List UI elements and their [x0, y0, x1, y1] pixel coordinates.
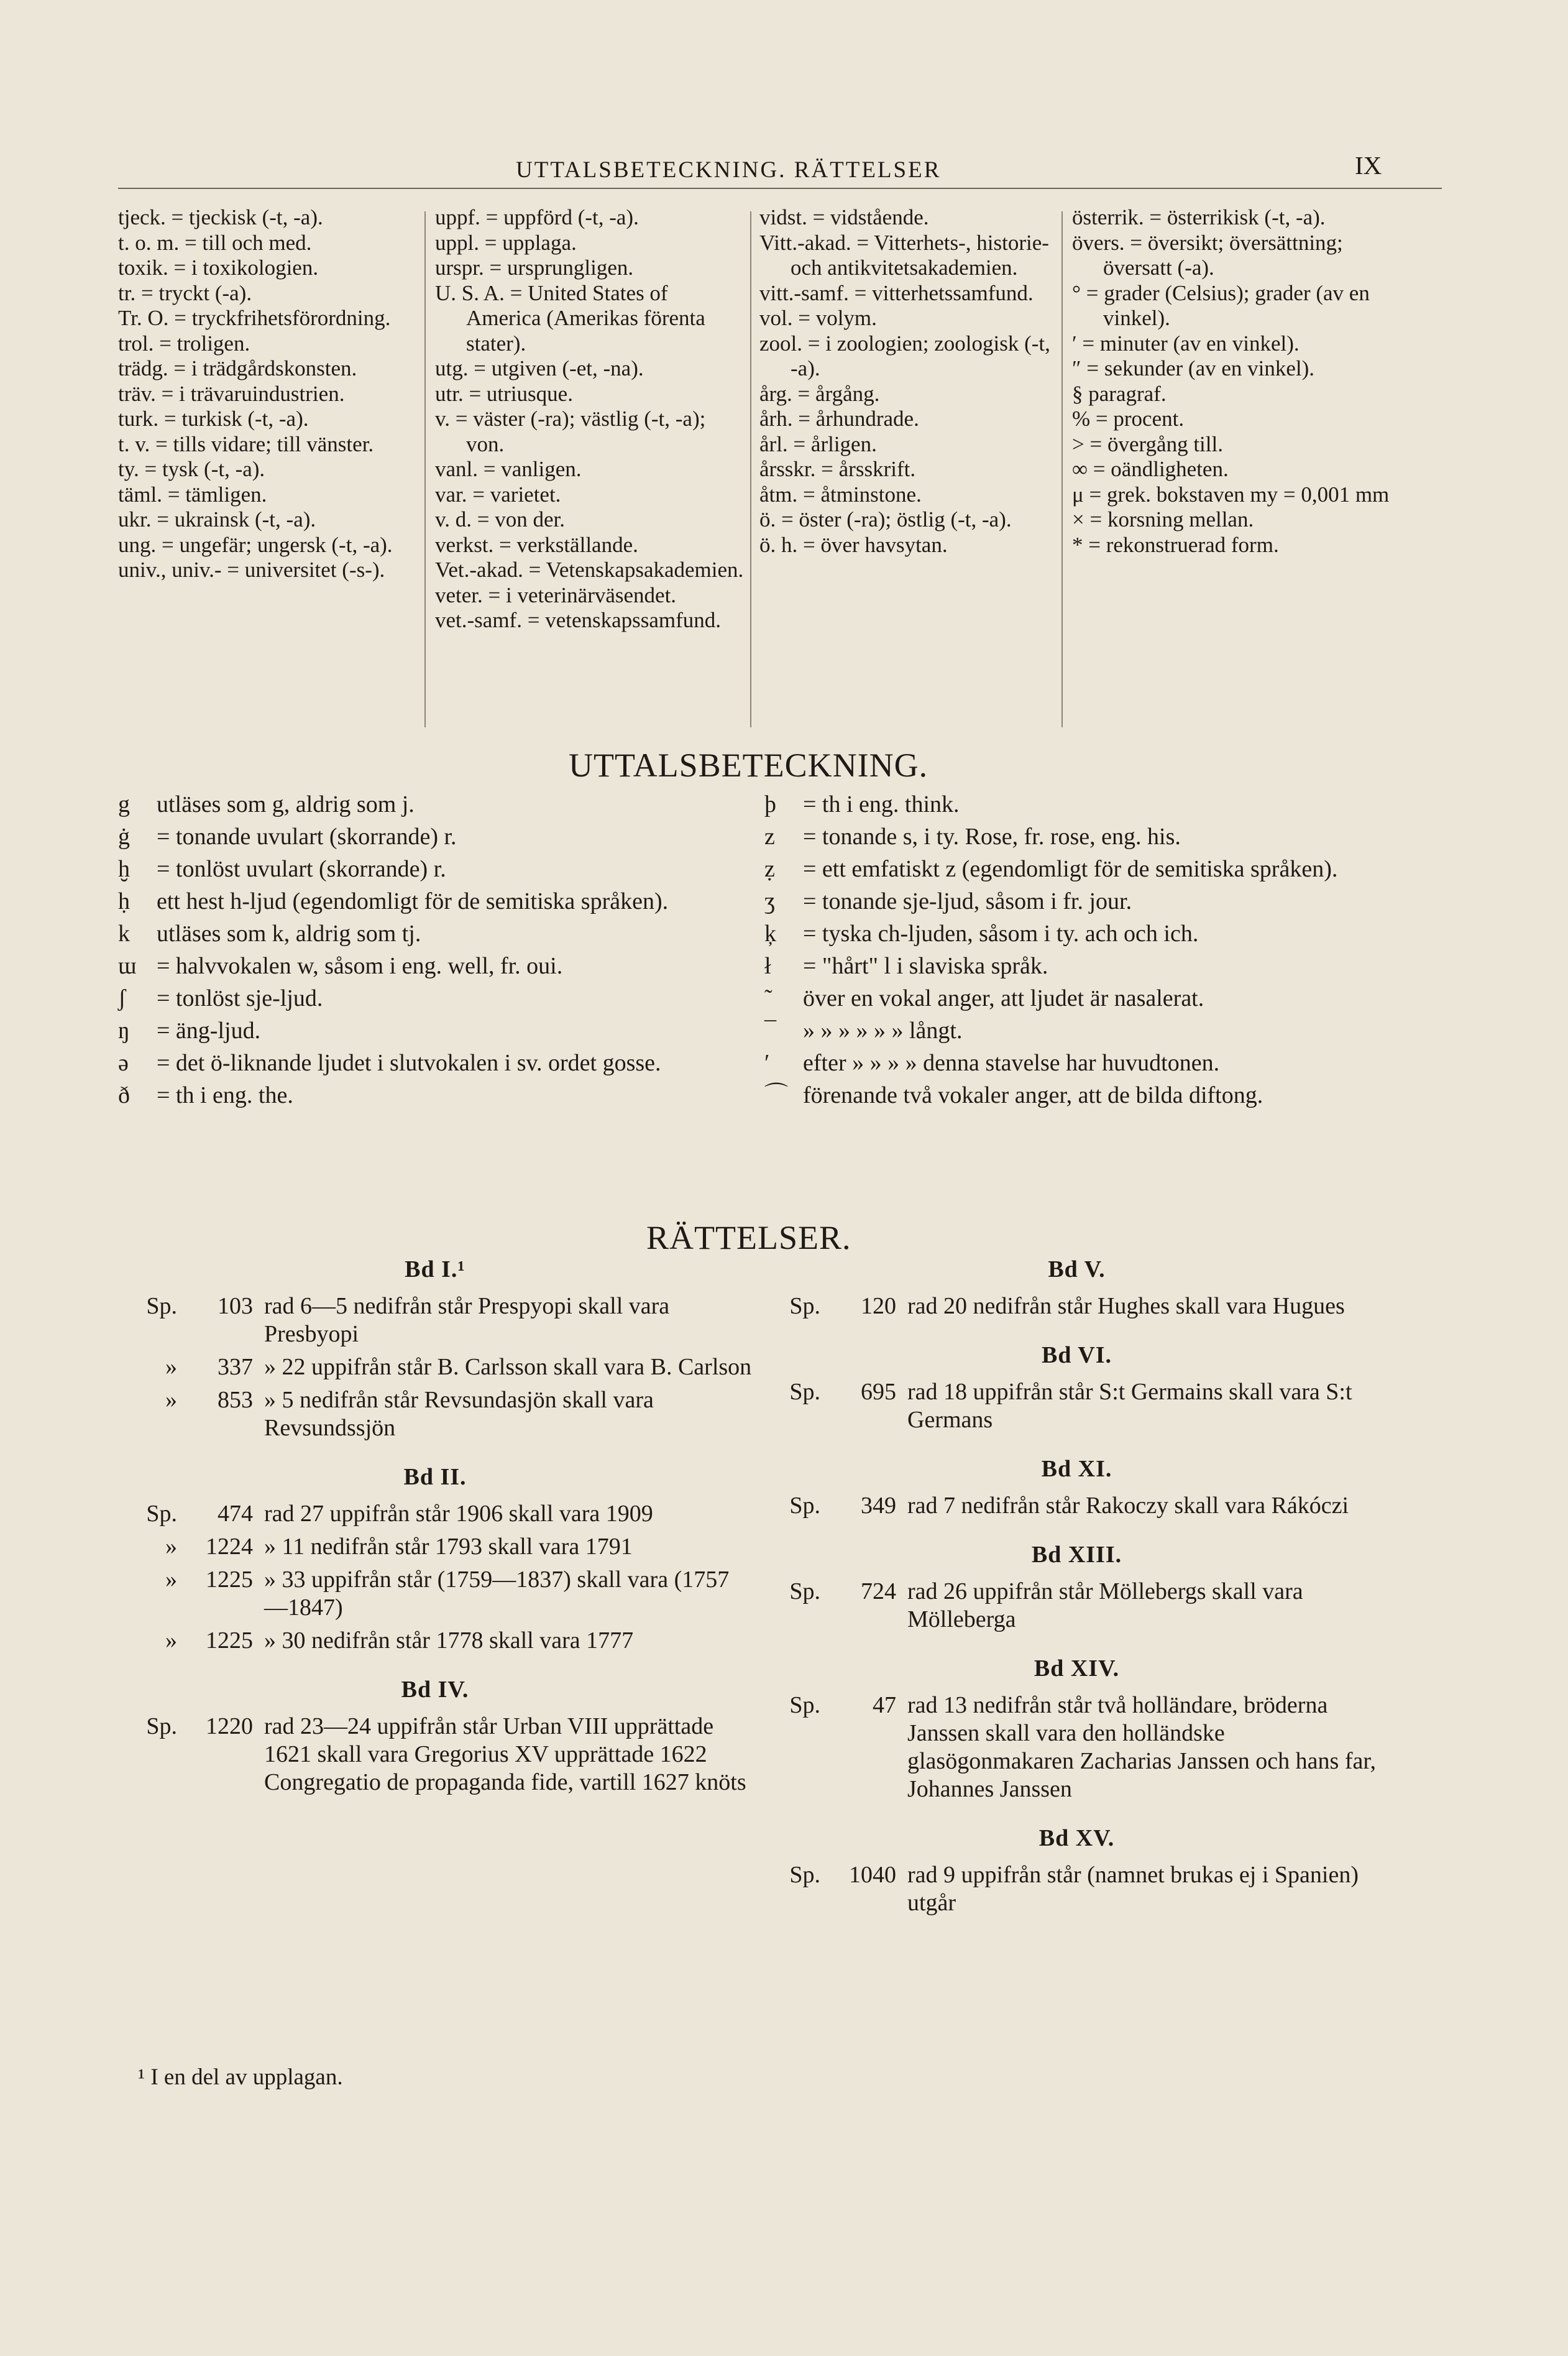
abbreviation-entry: vitt.-samf. = vitterhetssamfund. [759, 280, 1034, 305]
abbreviation-entry: Tr. O. = tryckfrihetsförordning. [118, 306, 391, 330]
abbreviation-entry: årsskr. = årsskrift. [759, 457, 916, 481]
column-divider [1061, 211, 1063, 727]
pronunciation-entry [764, 788, 1392, 821]
abbreviation-entry: täml. = tämligen. [118, 482, 267, 507]
pronunciation-entry [764, 982, 1392, 1015]
errata-entry [118, 1566, 752, 1622]
abbreviation-entry: § paragraf. [1072, 381, 1167, 406]
errata-entry [761, 1578, 1392, 1634]
column-label: » [165, 1567, 177, 1593]
phonetic-symbol: ķ [764, 921, 776, 947]
uttalsbeteckning-heading: UTTALSBETECKNING. [569, 747, 928, 784]
volume-heading: Bd XIV. [1034, 1655, 1120, 1682]
correction-text: » 33 uppifrån står (1759—1837) skall vara (1757—1847) [264, 1567, 730, 1621]
pronunciation-description: = tonande sje-ljud, såsom i fr. jour. [803, 888, 1132, 914]
abbreviation-entry: vidst. = vidstående. [759, 205, 929, 229]
correction-text: rad 6—5 nedifrån står Prespyopi skall vara Presbyopi [264, 1293, 670, 1347]
abbreviation-entry: veter. = i veterinärväsendet. [435, 582, 677, 607]
phonetic-symbol: ẓ [764, 856, 775, 882]
pronunciation-description: = tyska ch-ljuden, såsom i ty. ach och ich. [803, 921, 1199, 947]
column-number: 695 [861, 1379, 896, 1405]
column-number: 474 [218, 1501, 253, 1527]
errata-entry [118, 1713, 752, 1797]
abbreviation-entry: uppl. = upplaga. [435, 230, 577, 255]
phonetic-symbol: ḥ [118, 888, 130, 914]
volume-heading: Bd V. [1048, 1256, 1106, 1282]
phonetic-symbol: þ [764, 791, 776, 817]
abbreviation-entry: ″ = sekunder (av en vinkel). [1072, 356, 1315, 380]
abbreviation-entry: trädg. = i trädgårdskonsten. [118, 356, 357, 380]
errata-entry [761, 1691, 1392, 1803]
pronunciation-description: utläses som k, aldrig som tj. [157, 921, 421, 947]
phonetic-symbol: ð [118, 1082, 130, 1108]
column-divider [424, 211, 426, 727]
errata-left-column [118, 1256, 752, 1802]
phonetic-symbol: ġ [118, 824, 130, 850]
errata-entry [761, 1378, 1392, 1434]
column-label: » [165, 1354, 177, 1380]
abbreviation-column-2 [435, 205, 746, 633]
correction-text: » 30 nedifrån står 1778 skall vara 1777 [264, 1627, 634, 1654]
column-label: Sp. [789, 1379, 820, 1405]
volume-heading: Bd XIII. [1031, 1542, 1122, 1568]
volume-heading: Bd II. [403, 1464, 467, 1490]
column-number: 853 [218, 1387, 253, 1413]
running-header-title: UTTALSBETECKNING. RÄTTELSER [516, 157, 942, 183]
correction-text: rad 23—24 uppifrån står Urban VIII upprättade 1621 skall vara Gregorius XV upprättade 1622 Congregatio de propaganda fide, vartill 1627 knöts [264, 1713, 746, 1795]
abbreviation-entry: vanl. = vanligen. [435, 457, 582, 481]
column-number: 1224 [206, 1534, 253, 1560]
abbreviation-entry: Vitt.-akad. = Vitterhets-, historie- och antikvitetsakademien. [759, 230, 1049, 280]
pronunciation-entry [118, 950, 740, 982]
pronunciation-description: ett hest h-ljud (egendomligt för de semitiska språken). [157, 888, 669, 914]
pronunciation-entry [118, 853, 740, 885]
abbreviation-entry: % = procent. [1072, 407, 1185, 431]
pronunciation-description: = th i eng. the. [157, 1082, 293, 1108]
abbreviation-entry: ∞ = oändligheten. [1072, 457, 1229, 481]
abbreviation-entry: urspr. = ursprungligen. [435, 255, 634, 280]
abbreviation-entry: trol. = troligen. [118, 331, 250, 356]
pronunciation-entry [118, 1079, 740, 1111]
correction-text: rad 9 uppifrån står (namnet brukas ej i Spanien) utgår [907, 1862, 1359, 1916]
phonetic-symbol: ŋ [118, 1018, 130, 1044]
pronunciation-description: = tonande uvulart (skorrande) r. [157, 824, 457, 850]
abbreviation-entry: μ = grek. bokstaven my = 0,001 mm [1072, 482, 1390, 507]
phonetic-symbol: ɯ [118, 953, 137, 979]
pronunciation-description: = "hårt" l i slaviska språk. [803, 953, 1048, 979]
pronunciation-description: över en vokal anger, att ljudet är nasalerat. [803, 985, 1204, 1011]
correction-text: rad 27 uppifrån står 1906 skall vara 1909 [264, 1501, 653, 1527]
phonetic-symbol: ʹ [764, 1050, 770, 1076]
volume-heading: Bd I.¹ [405, 1256, 465, 1282]
phonetic-symbol: ḫ [118, 856, 130, 882]
column-label: Sp. [789, 1578, 820, 1604]
pronunciation-entry [764, 918, 1392, 950]
abbreviation-entry: ö. = öster (-ra); östlig (-t, -a). [759, 507, 1012, 531]
abbreviation-entry: utg. = utgiven (-et, -na). [435, 356, 644, 380]
abbreviation-entry: zool. = i zoologien; zoologisk (-t, -a). [759, 331, 1050, 380]
abbreviation-entry: ö. h. = över havsytan. [759, 532, 948, 557]
abbreviation-entry: t. v. = tills vidare; till vänster. [118, 431, 374, 456]
pronunciation-entry [118, 918, 740, 950]
column-number: 1220 [206, 1713, 253, 1739]
pronunciation-entry [118, 982, 740, 1015]
abbreviation-entry: uppf. = uppförd (-t, -a). [435, 205, 639, 229]
column-divider [750, 211, 751, 727]
abbreviation-entry: årl. = årligen. [759, 431, 877, 456]
pronunciation-entry [118, 1015, 740, 1047]
column-number: 120 [861, 1293, 896, 1319]
phonetic-symbol: ł [764, 953, 771, 979]
abbreviation-entry: > = övergång till. [1072, 431, 1223, 456]
header-rule [118, 188, 1442, 189]
phonetic-symbol: z [764, 824, 775, 850]
column-number: 337 [218, 1354, 253, 1380]
pronunciation-description: förenande två vokaler anger, att de bilda diftong. [803, 1082, 1263, 1108]
column-number: 1225 [206, 1627, 253, 1654]
column-label: Sp. [146, 1293, 177, 1319]
column-label: » [165, 1387, 177, 1413]
correction-text: rad 7 nedifrån står Rakoczy skall vara Rákóczi [907, 1493, 1349, 1519]
abbreviation-column-4 [1072, 205, 1401, 558]
errata-entry [761, 1292, 1392, 1320]
abbreviation-entry: ukr. = ukrainsk (-t, -a). [118, 507, 316, 531]
pronunciation-entry [764, 821, 1392, 853]
abbreviation-entry: turk. = turkisk (-t, -a). [118, 407, 309, 431]
abbreviation-entry: v. = väster (-ra); västlig (-t, -a); von. [435, 407, 706, 456]
page-number: IX [1355, 151, 1382, 180]
errata-entry [761, 1861, 1392, 1917]
abbreviation-entry: årh. = århundrade. [759, 407, 919, 431]
pronunciation-entry [764, 885, 1392, 918]
pronunciation-entry [118, 821, 740, 853]
errata-right-column [761, 1256, 1392, 1922]
abbreviation-entry: verkst. = verkställande. [435, 532, 638, 557]
pronunciation-key-right [764, 788, 1392, 1111]
phonetic-symbol: ¯ [764, 1018, 776, 1044]
correction-text: rad 18 uppifrån står S:t Germains skall vara S:t Germans [907, 1379, 1352, 1433]
errata-entry [118, 1533, 752, 1561]
phonetic-symbol: g [118, 791, 130, 817]
abbreviation-entry: ty. = tysk (-t, -a). [118, 457, 265, 481]
correction-text: » 5 nedifrån står Revsundasjön skall vara Revsundssjön [264, 1387, 654, 1441]
pronunciation-entry [764, 1047, 1392, 1079]
abbreviation-column-3 [759, 205, 1058, 558]
abbreviation-entry: t. o. m. = till och med. [118, 230, 312, 255]
pronunciation-description: » » » » » » långt. [803, 1018, 963, 1044]
column-label: » [165, 1534, 177, 1560]
phonetic-symbol: k [118, 921, 130, 947]
errata-entry [118, 1353, 752, 1381]
column-label: Sp. [789, 1493, 820, 1519]
pronunciation-description: = äng-ljud. [157, 1018, 261, 1044]
pronunciation-entry [764, 1079, 1392, 1111]
abbreviation-entry: tr. = tryckt (-a). [118, 280, 252, 305]
phonetic-symbol: ˜ [764, 985, 773, 1011]
abbreviation-entry: ° = grader (Celsius); grader (av en vinkel). [1072, 280, 1370, 330]
abbreviation-entry: övers. = översikt; översättning; översatt (-a). [1072, 230, 1343, 280]
abbreviation-entry: tjeck. = tjeckisk (-t, -a). [118, 205, 323, 229]
abbreviation-entry: utr. = utriusque. [435, 381, 573, 406]
correction-text: rad 20 nedifrån står Hughes skall vara Hugues [907, 1293, 1345, 1319]
errata-entry [118, 1292, 752, 1348]
abbreviation-entry: åtm. = åtminstone. [759, 482, 922, 507]
pronunciation-description: = det ö-liknande ljudet i slutvokalen i sv. ordet gosse. [157, 1050, 661, 1076]
pronunciation-description: = halvvokalen w, såsom i eng. well, fr. oui. [157, 953, 563, 979]
column-label: Sp. [789, 1293, 820, 1319]
phonetic-symbol: ⌒ [764, 1082, 789, 1108]
pronunciation-description: = tonande s, i ty. Rose, fr. rose, eng. his. [803, 824, 1181, 850]
pronunciation-entry [764, 853, 1392, 885]
abbreviation-entry: vol. = volym. [759, 306, 877, 330]
abbreviation-entry: österrik. = österrikisk (-t, -a). [1072, 205, 1326, 229]
pronunciation-key-left [118, 788, 740, 1111]
phonetic-symbol: ʃ [118, 985, 126, 1011]
abbreviation-entry: v. d. = von der. [435, 507, 565, 531]
column-number: 47 [873, 1692, 896, 1718]
column-label: Sp. [146, 1501, 177, 1527]
correction-text: rad 13 nedifrån står två holländare, bröderna Janssen skall vara den holländske glasögonmakaren Zacharias Janssen och hans far, Johannes Janssen [907, 1692, 1376, 1802]
abbreviation-column-1 [118, 205, 410, 583]
column-number: 103 [218, 1293, 253, 1319]
volume-heading: Bd IV. [401, 1677, 469, 1703]
pronunciation-description: = th i eng. think. [803, 791, 960, 817]
pronunciation-entry [118, 788, 740, 821]
footnote: ¹ I en del av upplagan. [138, 2064, 343, 2090]
abbreviation-entry: Vet.-akad. = Vetenskapsakademien. [435, 558, 744, 582]
pronunciation-entry [118, 885, 740, 918]
abbreviation-entry: ′ = minuter (av en vinkel). [1072, 331, 1300, 356]
abbreviation-entry: * = rekonstruerad form. [1072, 532, 1279, 557]
phonetic-symbol: ə [118, 1050, 129, 1076]
errata-entry [761, 1492, 1392, 1520]
abbreviation-entry: × = korsning mellan. [1072, 507, 1254, 531]
column-number: 1225 [206, 1567, 253, 1593]
correction-text: » 22 uppifrån står B. Carlsson skall vara B. Carlson [264, 1354, 752, 1380]
abbreviation-entry: ung. = ungefär; ungersk (-t, -a). [118, 532, 393, 557]
pronunciation-description: efter » » » » denna stavelse har huvudtonen. [803, 1050, 1220, 1076]
pronunciation-description: = ett emfatiskt z (egendomligt för de semitiska språken). [803, 856, 1338, 882]
column-number: 1040 [849, 1862, 896, 1888]
abbreviation-entry: univ., univ.- = universitet (-s-). [118, 558, 385, 582]
errata-entry [118, 1500, 752, 1528]
volume-heading: Bd XI. [1041, 1456, 1112, 1482]
column-label: Sp. [789, 1692, 820, 1718]
volume-heading: Bd VI. [1041, 1342, 1112, 1368]
abbreviation-entry: toxik. = i toxikologien. [118, 255, 319, 280]
column-label: Sp. [789, 1862, 820, 1888]
rattelser-heading: RÄTTELSER. [646, 1219, 851, 1256]
abbreviation-entry: vet.-samf. = vetenskapssamfund. [435, 608, 722, 632]
pronunciation-entry [764, 950, 1392, 982]
pronunciation-description: = tonlöst sje-ljud. [157, 985, 323, 1011]
pronunciation-description: = tonlöst uvulart (skorrande) r. [157, 856, 446, 882]
abbreviation-entry: var. = varietet. [435, 482, 561, 507]
column-number: 349 [861, 1493, 896, 1519]
phonetic-symbol: ʒ [764, 888, 775, 914]
volume-heading: Bd XV. [1038, 1825, 1115, 1851]
column-label: Sp. [146, 1713, 177, 1739]
correction-text: rad 26 uppifrån står Möllebergs skall vara Mölleberga [907, 1578, 1303, 1632]
correction-text: » 11 nedifrån står 1793 skall vara 1791 [264, 1534, 633, 1560]
errata-entry [118, 1386, 752, 1442]
abbreviation-entry: träv. = i trävaruindustrien. [118, 381, 345, 406]
column-label: » [165, 1627, 177, 1654]
pronunciation-entry [764, 1015, 1392, 1047]
pronunciation-description: utläses som g, aldrig som j. [157, 791, 415, 817]
pronunciation-entry [118, 1047, 740, 1079]
errata-entry [118, 1627, 752, 1655]
abbreviation-entry: U. S. A. = United States of America (Amerikas förenta stater). [435, 280, 705, 356]
abbreviation-entry: årg. = årgång. [759, 381, 880, 406]
column-number: 724 [861, 1578, 896, 1604]
